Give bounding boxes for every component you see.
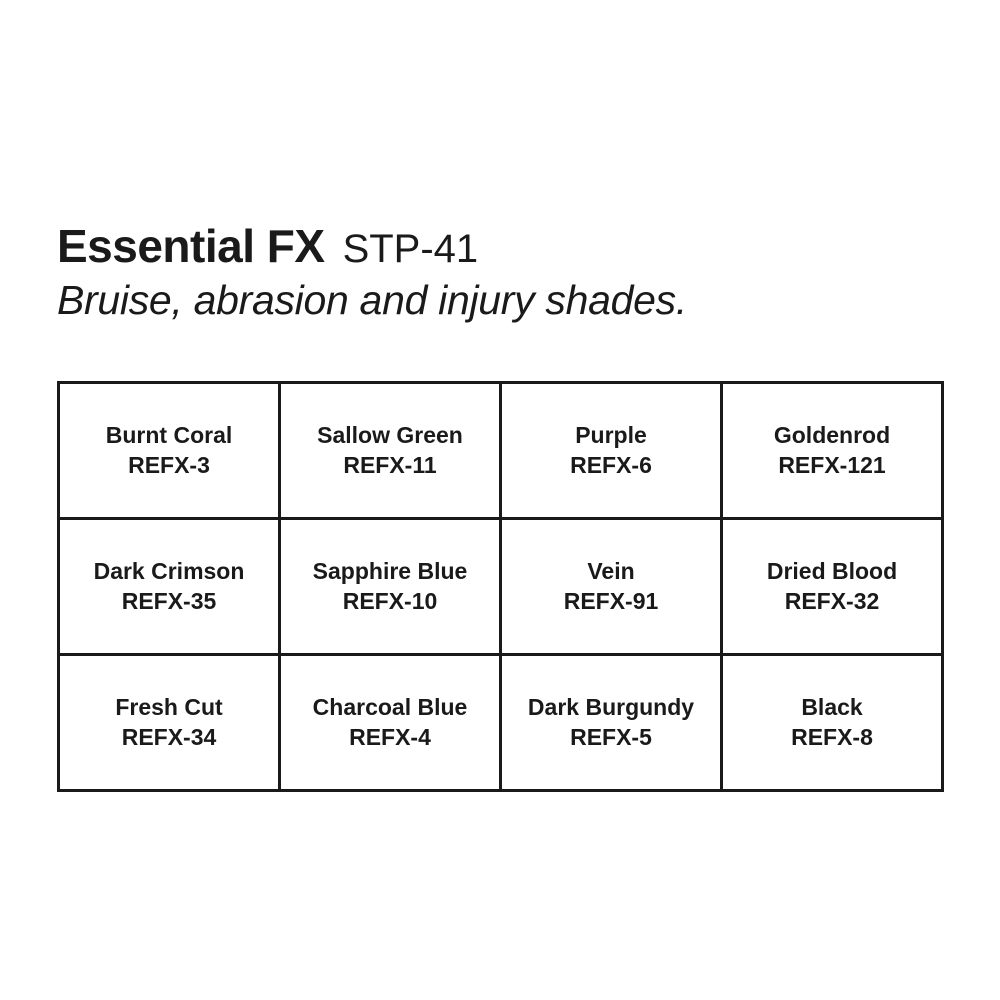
shade-cell [59, 519, 280, 655]
shade-cell [501, 655, 722, 791]
page-subtitle: Bruise, abrasion and injury shades. [57, 277, 687, 324]
shade-name: Dried Blood [766, 558, 898, 585]
product-code: STP-41 [342, 227, 479, 271]
shade-code: REFX-10 [342, 587, 438, 614]
shade-cell [59, 655, 280, 791]
table-row [59, 655, 943, 791]
page-title: Essential FX [57, 220, 325, 272]
shade-code: REFX-121 [778, 451, 886, 478]
shade-name: Burnt Coral [105, 422, 233, 449]
shade-name: Purple [575, 422, 647, 449]
shade-cell [280, 655, 501, 791]
shade-code: REFX-91 [563, 587, 659, 614]
shade-code: REFX-6 [570, 451, 652, 478]
shade-code: REFX-3 [128, 451, 210, 478]
shade-code: REFX-35 [121, 587, 217, 614]
shade-name: Dark Crimson [93, 558, 245, 585]
table-row [59, 519, 943, 655]
shade-cell [59, 383, 280, 519]
shade-code: REFX-4 [349, 723, 431, 750]
shade-cell [722, 519, 943, 655]
shade-name: Dark Burgundy [527, 694, 695, 721]
shade-name: Vein [587, 558, 635, 585]
title-line [57, 222, 947, 270]
shade-cell [722, 655, 943, 791]
shade-cell [280, 383, 501, 519]
shade-code: REFX-5 [570, 723, 652, 750]
header-block [57, 222, 947, 323]
shade-cell [280, 519, 501, 655]
shade-table [57, 381, 944, 792]
shade-name: Goldenrod [773, 422, 891, 449]
shade-code: REFX-32 [784, 587, 880, 614]
shade-code: REFX-8 [791, 723, 873, 750]
shade-cell [722, 383, 943, 519]
shade-code: REFX-34 [121, 723, 217, 750]
shade-cell [501, 383, 722, 519]
shade-name: Sapphire Blue [312, 558, 468, 585]
table-row [59, 383, 943, 519]
shade-name: Charcoal Blue [312, 694, 468, 721]
shade-name: Fresh Cut [115, 694, 223, 721]
shade-code: REFX-11 [343, 451, 437, 478]
shade-name: Sallow Green [317, 422, 463, 449]
shade-name: Black [801, 694, 863, 721]
shade-cell [501, 519, 722, 655]
